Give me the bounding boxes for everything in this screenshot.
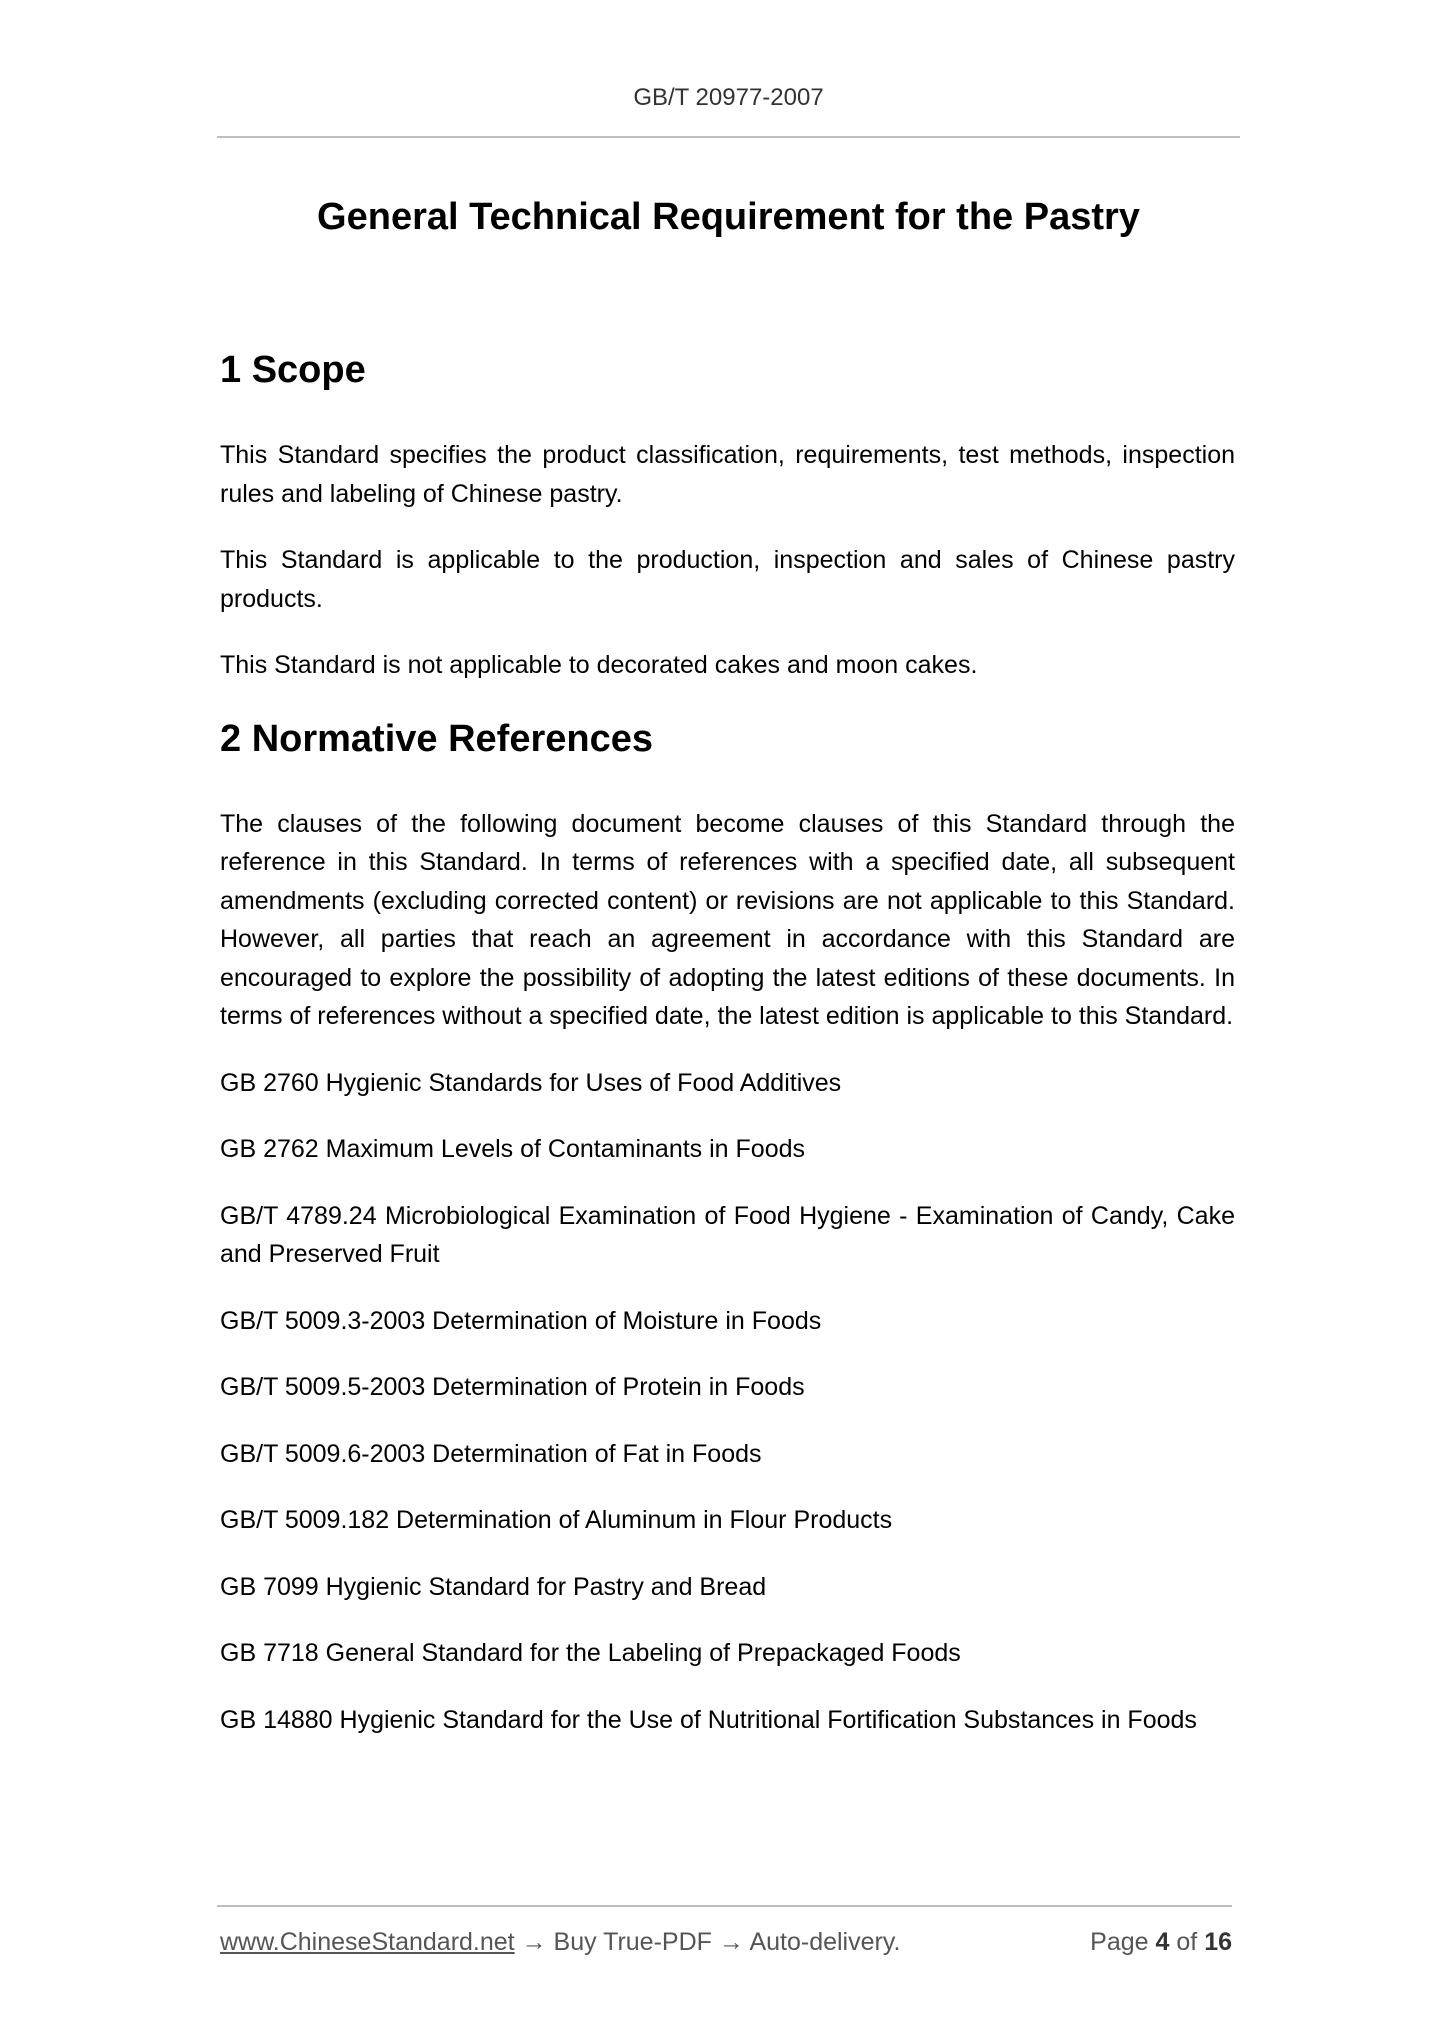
section-scope: [220, 344, 1235, 685]
reference-item: GB 14880 Hygienic Standard for the Use of Nutritional Fortification Substances in Foods: [220, 1705, 1197, 1734]
of-label: of: [1176, 1928, 1198, 1956]
reference-item: GB 2762 Maximum Levels of Contaminants in Foods: [220, 1135, 805, 1163]
paragraph: The clauses of the following document become clauses of this Standard through the reference in this Standard. In terms of references with a specified date, all subsequent amendments (excluding corrected content) or revisions are not applicable to this Standard. However, all parties that reach an agreement in accordance with this Standard are encouraged to explore the possibility of adopting the latest editions of these documents. In terms of references without a specified date, the latest edition is applicable to this Standard.: [220, 809, 1235, 1030]
page-indicator: [1090, 1928, 1232, 1957]
reference-item: GB/T 4789.24 Microbiological Examination of Food Hygiene - Examination of Candy, Cake and Preserved Fruit: [220, 1201, 1235, 1268]
reference-item: GB 2760 Hygienic Standards for Uses of Food Additives: [220, 1068, 842, 1097]
buy-text: Buy True-PDF: [553, 1928, 712, 1956]
section-heading: 2 Normative References: [220, 717, 653, 760]
page-total: 16: [1204, 1928, 1232, 1956]
arrow-icon: →: [521, 1928, 547, 1956]
reference-item: GB/T 5009.3-2003 Determination of Moisture in Foods: [220, 1306, 822, 1335]
header-divider: [217, 136, 1240, 138]
paragraph: This Standard is not applicable to decorated cakes and moon cakes.: [220, 651, 978, 679]
delivery-text: Auto-delivery.: [749, 1928, 901, 1956]
paragraph: This Standard specifies the product classification, requirements, test methods, inspection rules and labeling of Chinese pastry.: [220, 441, 1235, 508]
reference-item: GB/T 5009.182 Determination of Aluminum in Flour Products: [220, 1506, 893, 1534]
page-number: 4: [1155, 1928, 1170, 1956]
reference-item: GB/T 5009.5-2003 Determination of Protein in Foods: [220, 1373, 805, 1401]
document-body: [220, 344, 1235, 1767]
reference-item: GB 7718 General Standard for the Labeling of Prepackaged Foods: [220, 1639, 961, 1667]
section-heading: 1 Scope: [220, 349, 366, 391]
running-header: GB/T 20977-2007: [633, 84, 824, 111]
arrow-icon: →: [718, 1928, 744, 1956]
document-title: General Technical Requirement for the Pastry: [317, 196, 1140, 238]
section-normative-references: [220, 713, 1235, 1740]
page-footer: [220, 1928, 1232, 1957]
page-label: Page: [1090, 1928, 1149, 1956]
reference-item: GB 7099 Hygienic Standard for Pastry and Bread: [220, 1572, 767, 1601]
reference-item: GB/T 5009.6-2003 Determination of Fat in Foods: [220, 1439, 762, 1468]
footer-divider: [217, 1905, 1232, 1907]
site-link[interactable]: www.ChineseStandard.net: [220, 1928, 515, 1956]
paragraph: This Standard is applicable to the production, inspection and sales of Chinese pastry products.: [220, 546, 1235, 613]
